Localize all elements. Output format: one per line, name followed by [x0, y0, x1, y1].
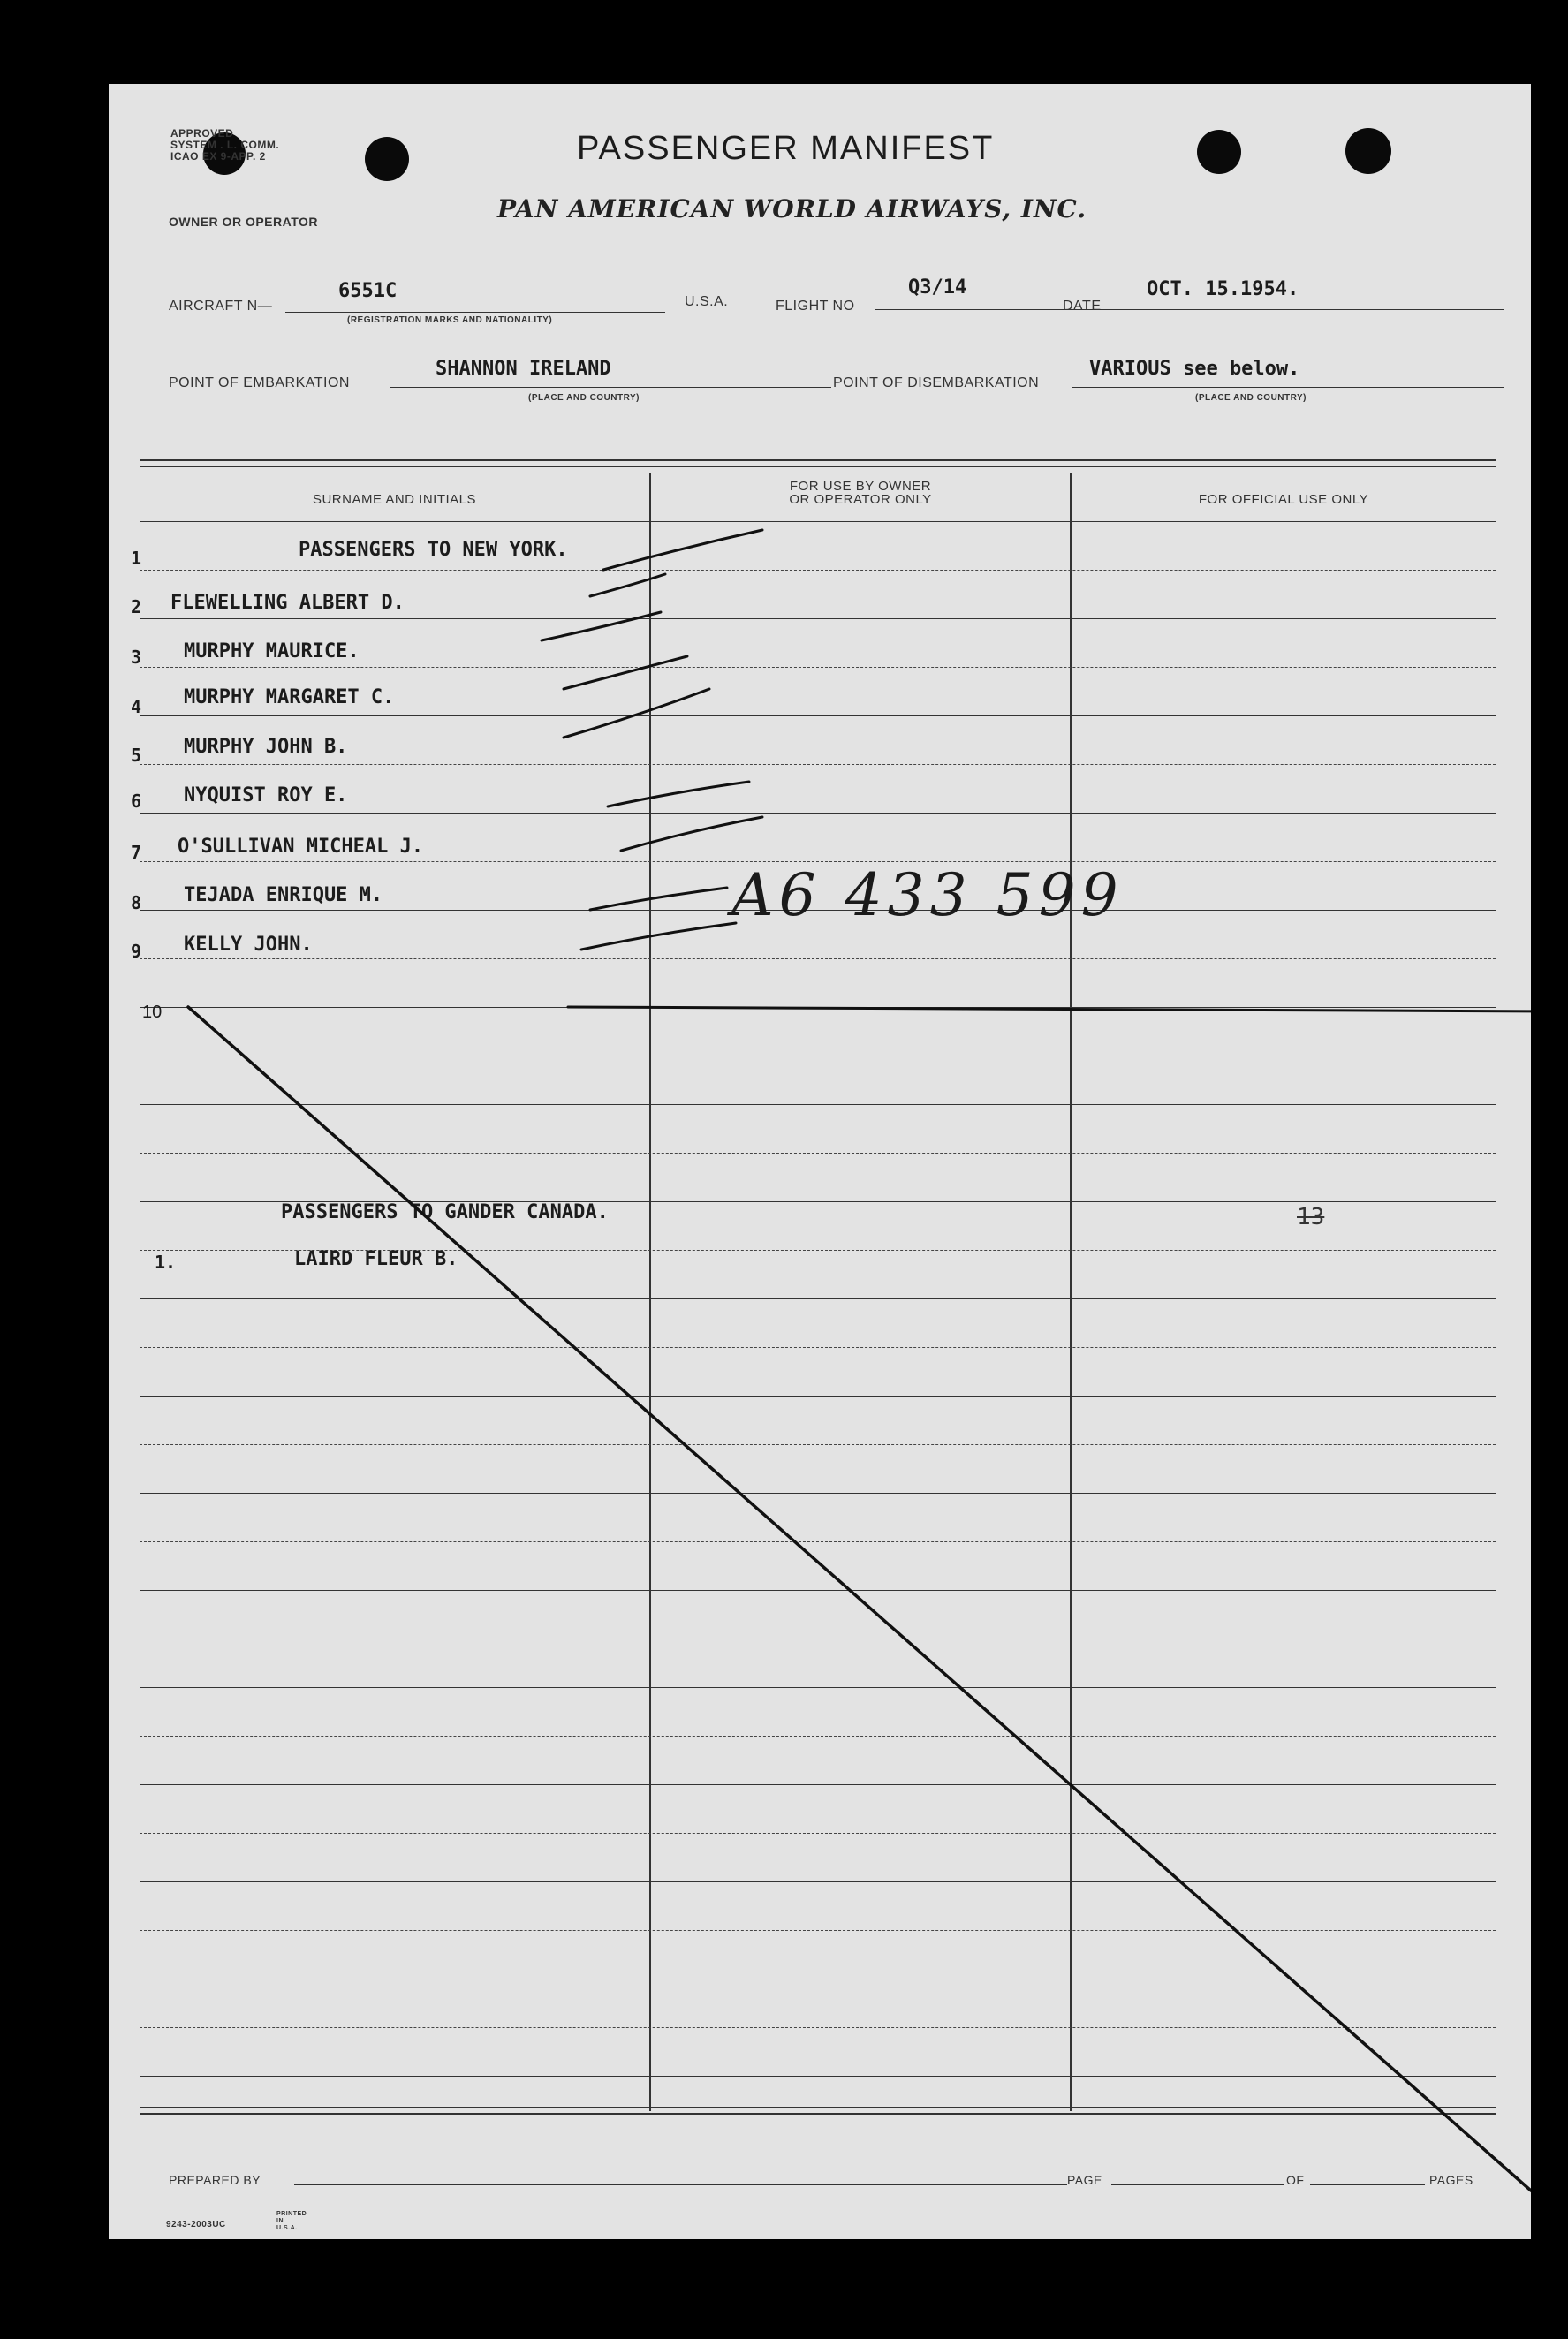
disembark-label: POINT OF DISEMBARKATION	[833, 375, 1040, 390]
checkmark-stroke	[564, 656, 687, 689]
checkmark-stroke	[603, 530, 762, 570]
row-number: 8	[131, 892, 142, 913]
passenger-name: MURPHY MARGARET C.	[184, 686, 395, 708]
approval-line: SYSTEM . L. COMM.	[170, 139, 280, 151]
prepared-label: PREPARED BY	[169, 2173, 261, 2187]
row-number: 5	[131, 745, 142, 766]
aircraft-value: 6551C	[338, 280, 398, 302]
embark-label: POINT OF EMBARKATION	[169, 375, 350, 390]
row-number: 4	[131, 696, 142, 717]
passenger-name: O'SULLIVAN MICHEAL J.	[178, 836, 424, 858]
embark-value: SHANNON IRELAND	[436, 358, 611, 380]
disembark-value: VARIOUS see below.	[1089, 358, 1300, 380]
registration-note: (REGISTRATION MARKS AND NATIONALITY)	[347, 315, 553, 325]
checkmark-stroke	[621, 817, 762, 851]
column-header-line: FOR USE BY OWNER	[789, 479, 932, 494]
pen-marks	[109, 84, 1531, 2239]
aircraft-label: AIRCRAFT N—	[169, 299, 273, 314]
of-label: OF	[1286, 2173, 1305, 2187]
place-note: (PLACE AND COUNTRY)	[528, 393, 640, 403]
passenger-name: TEJADA ENRIQUE M.	[184, 884, 383, 906]
row-number: 9	[131, 941, 142, 962]
page-title: PASSENGER MANIFEST	[577, 130, 995, 167]
form-code: 9243-2003UC	[166, 2220, 226, 2229]
row-number: 7	[131, 842, 142, 863]
cancellation-diagonal	[188, 1007, 1531, 2191]
approval-line: APPROVED	[170, 127, 234, 140]
approval-line: ICAO EX 9-APP. 2	[170, 150, 266, 163]
row-number: 1.	[155, 1252, 177, 1273]
company-name: PAN AMERICAN WORLD AIRWAYS, INC.	[497, 194, 1087, 223]
passenger-name: MURPHY MAURICE.	[184, 640, 360, 662]
column-header-line: OR OPERATOR ONLY	[789, 492, 932, 507]
row-number: 3	[131, 647, 142, 668]
section-heading: PASSENGERS TO GANDER CANADA.	[281, 1201, 609, 1223]
pages-label: PAGES	[1429, 2173, 1473, 2187]
passenger-name: NYQUIST ROY E.	[184, 784, 348, 806]
page-label: PAGE	[1067, 2173, 1102, 2187]
flight-value: Q3/14	[908, 276, 967, 299]
checkmark-stroke	[590, 574, 665, 596]
flight-label: FLIGHT NO	[776, 299, 855, 314]
handwritten-note: A6 433 599	[731, 861, 1124, 929]
date-value: OCT. 15.1954.	[1147, 278, 1299, 300]
checkmark-stroke	[590, 888, 727, 910]
row-number: 6	[131, 791, 142, 812]
date-label: DATE	[1063, 299, 1102, 314]
row-number: 1	[131, 548, 142, 569]
passenger-name: FLEWELLING ALBERT D.	[170, 592, 405, 614]
usa-label: U.S.A.	[685, 294, 729, 309]
column-header-surname: SURNAME AND INITIALS	[312, 492, 477, 507]
owner-label: OWNER OR OPERATOR	[169, 215, 318, 229]
column-header-official: FOR OFFICIAL USE ONLY	[1198, 492, 1369, 507]
passenger-name: MURPHY JOHN B.	[184, 736, 348, 758]
passenger-count: 13	[1297, 1204, 1325, 1230]
row-number: 2	[131, 596, 142, 617]
section-heading: PASSENGERS TO NEW YORK.	[299, 539, 568, 561]
passenger-name: LAIRD FLEUR B.	[294, 1248, 458, 1270]
passenger-name: KELLY JOHN.	[184, 934, 313, 956]
checkmark-stroke	[608, 782, 749, 806]
place-note: (PLACE AND COUNTRY)	[1195, 393, 1307, 403]
checkmark-stroke	[581, 923, 736, 950]
row-ten-line	[568, 1007, 1531, 1011]
checkmark-stroke	[542, 612, 661, 640]
printed-note: PRINTED IN U.S.A.	[276, 2211, 307, 2231]
manifest-sheet	[109, 84, 1531, 2239]
checkmark-stroke	[564, 689, 709, 738]
row-number: 10	[142, 1003, 163, 1022]
